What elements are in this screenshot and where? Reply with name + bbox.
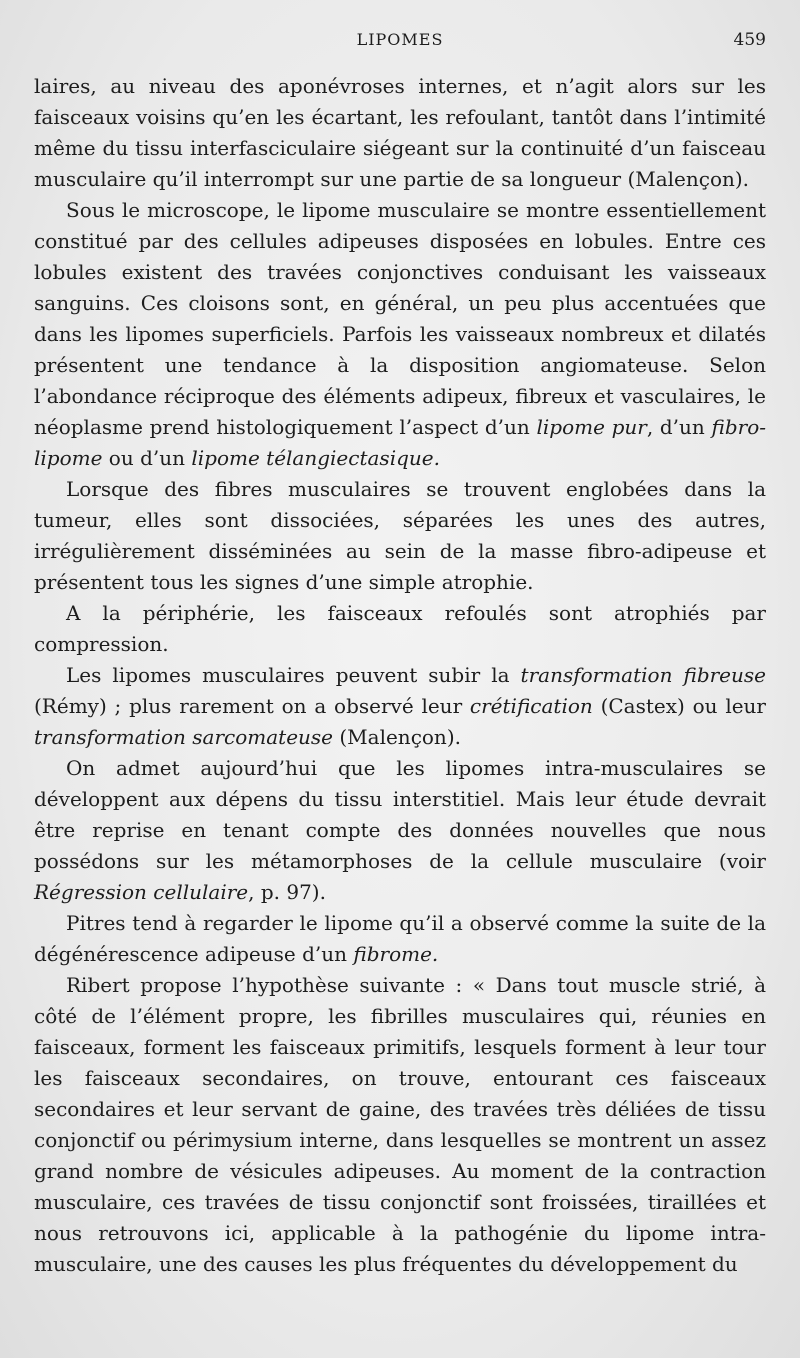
text-run: Les lipomes musculaires peuvent subir la (66, 663, 521, 687)
text-run: laires, au niveau des aponévroses internes, et n’agit alors sur les faisceaux voisins qu’en les écartant, les refoulant, tantôt dans l’intimité même du tissu interfasciculaire siégeant sur la continuité d’un faisceau musculaire qu’il interrompt sur une partie de sa longueur (Malençon). (34, 74, 766, 191)
italic-text: fibrome. (353, 942, 439, 966)
paragraph (34, 753, 766, 908)
text-run: Pitres tend à regarder le lipome qu’il a observé comme la suite de la dégénérescence adipeuse d’un (34, 911, 766, 966)
text-run: ou d’un (102, 446, 192, 470)
text-run: Lorsque des fibres musculaires se trouvent englobées dans la tumeur, elles sont dissociées, séparées les unes des autres, irrégulièrement disséminées au sein de la masse fibro-adipeuse et présentent tous les signes d’une simple atrophie. (34, 477, 766, 594)
text-run: (Rémy) ; plus rarement on a observé leur (34, 694, 470, 718)
text-run: (Malençon). (333, 725, 461, 749)
text-run: , p. 97). (248, 880, 326, 904)
italic-text: lipome télangiectasique. (191, 446, 440, 470)
paragraph (34, 970, 766, 1280)
text-run: , d’un (646, 415, 712, 439)
paragraph (34, 660, 766, 753)
text-run: A la périphérie, les faisceaux refoulés sont atrophiés par compression. (34, 601, 766, 656)
italic-text: Régression cellulaire (34, 880, 249, 904)
italic-text: fibro-lipome (34, 415, 766, 470)
paragraph (34, 195, 766, 474)
text-run: On admet aujourd’hui que les lipomes intra-musculaires se développent aux dépens du tissu interstitiel. Mais leur étude devrait être reprise en tenant compte des données nouvelles que nous possédons sur les métamorphoses de la cellule musculaire (voir (34, 756, 766, 873)
text-run: Sous le microscope, le lipome musculaire se montre essentiellement constitué par des cellules adipeuses disposées en lobules. Entre ces lobules existent des travées conjonctives conduisant les vaisseaux sanguins. Ces cloisons sont, en général, un peu plus accentuées que dans les lipomes superficiels. Parfois les vaisseaux nombreux et dilatés présentent une tendance à la disposition angiomateuse. Selon l’abondance réciproque des éléments adipeux, fibreux et vasculaires, le néoplasme prend histologiquement l’aspect d’un (34, 198, 766, 439)
paragraph (34, 474, 766, 598)
running-head (34, 30, 766, 56)
text-run: Ribert propose l’hypothèse suivante : « Dans tout muscle strié, à côté de l’élément propre, les fibrilles musculaires qui, réunies en faisceaux, forment les faisceaux primitifs, lesquels forment à leur tour les faisceaux secondaires, on trouve, entourant ces faisceaux secondaires et leur servant de gaine, des travées très déliées de tissu conjonctif ou périmysium interne, dans lesquelles se montrent un assez grand nombre de vésicules adipeuses. Au moment de la contraction musculaire, ces travées de tissu conjonctif sont froissées, tiraillées et nous retrouvons ici, applicable à la pathogénie du lipome intra-musculaire, une des causes les plus fréquentes du développement du (34, 973, 766, 1276)
paragraph (34, 908, 766, 970)
italic-text: lipome pur (536, 415, 647, 439)
text-run: (Castex) ou leur (592, 694, 766, 718)
paragraph (34, 598, 766, 660)
body-text (34, 71, 766, 1280)
page-number: 459 (733, 30, 766, 50)
running-title: LIPOMES (356, 30, 444, 49)
italic-text: transformation sarcomateuse (34, 725, 334, 749)
paragraph (34, 71, 766, 195)
italic-text: crétification (469, 694, 593, 718)
italic-text: transformation fibreuse (520, 663, 766, 687)
